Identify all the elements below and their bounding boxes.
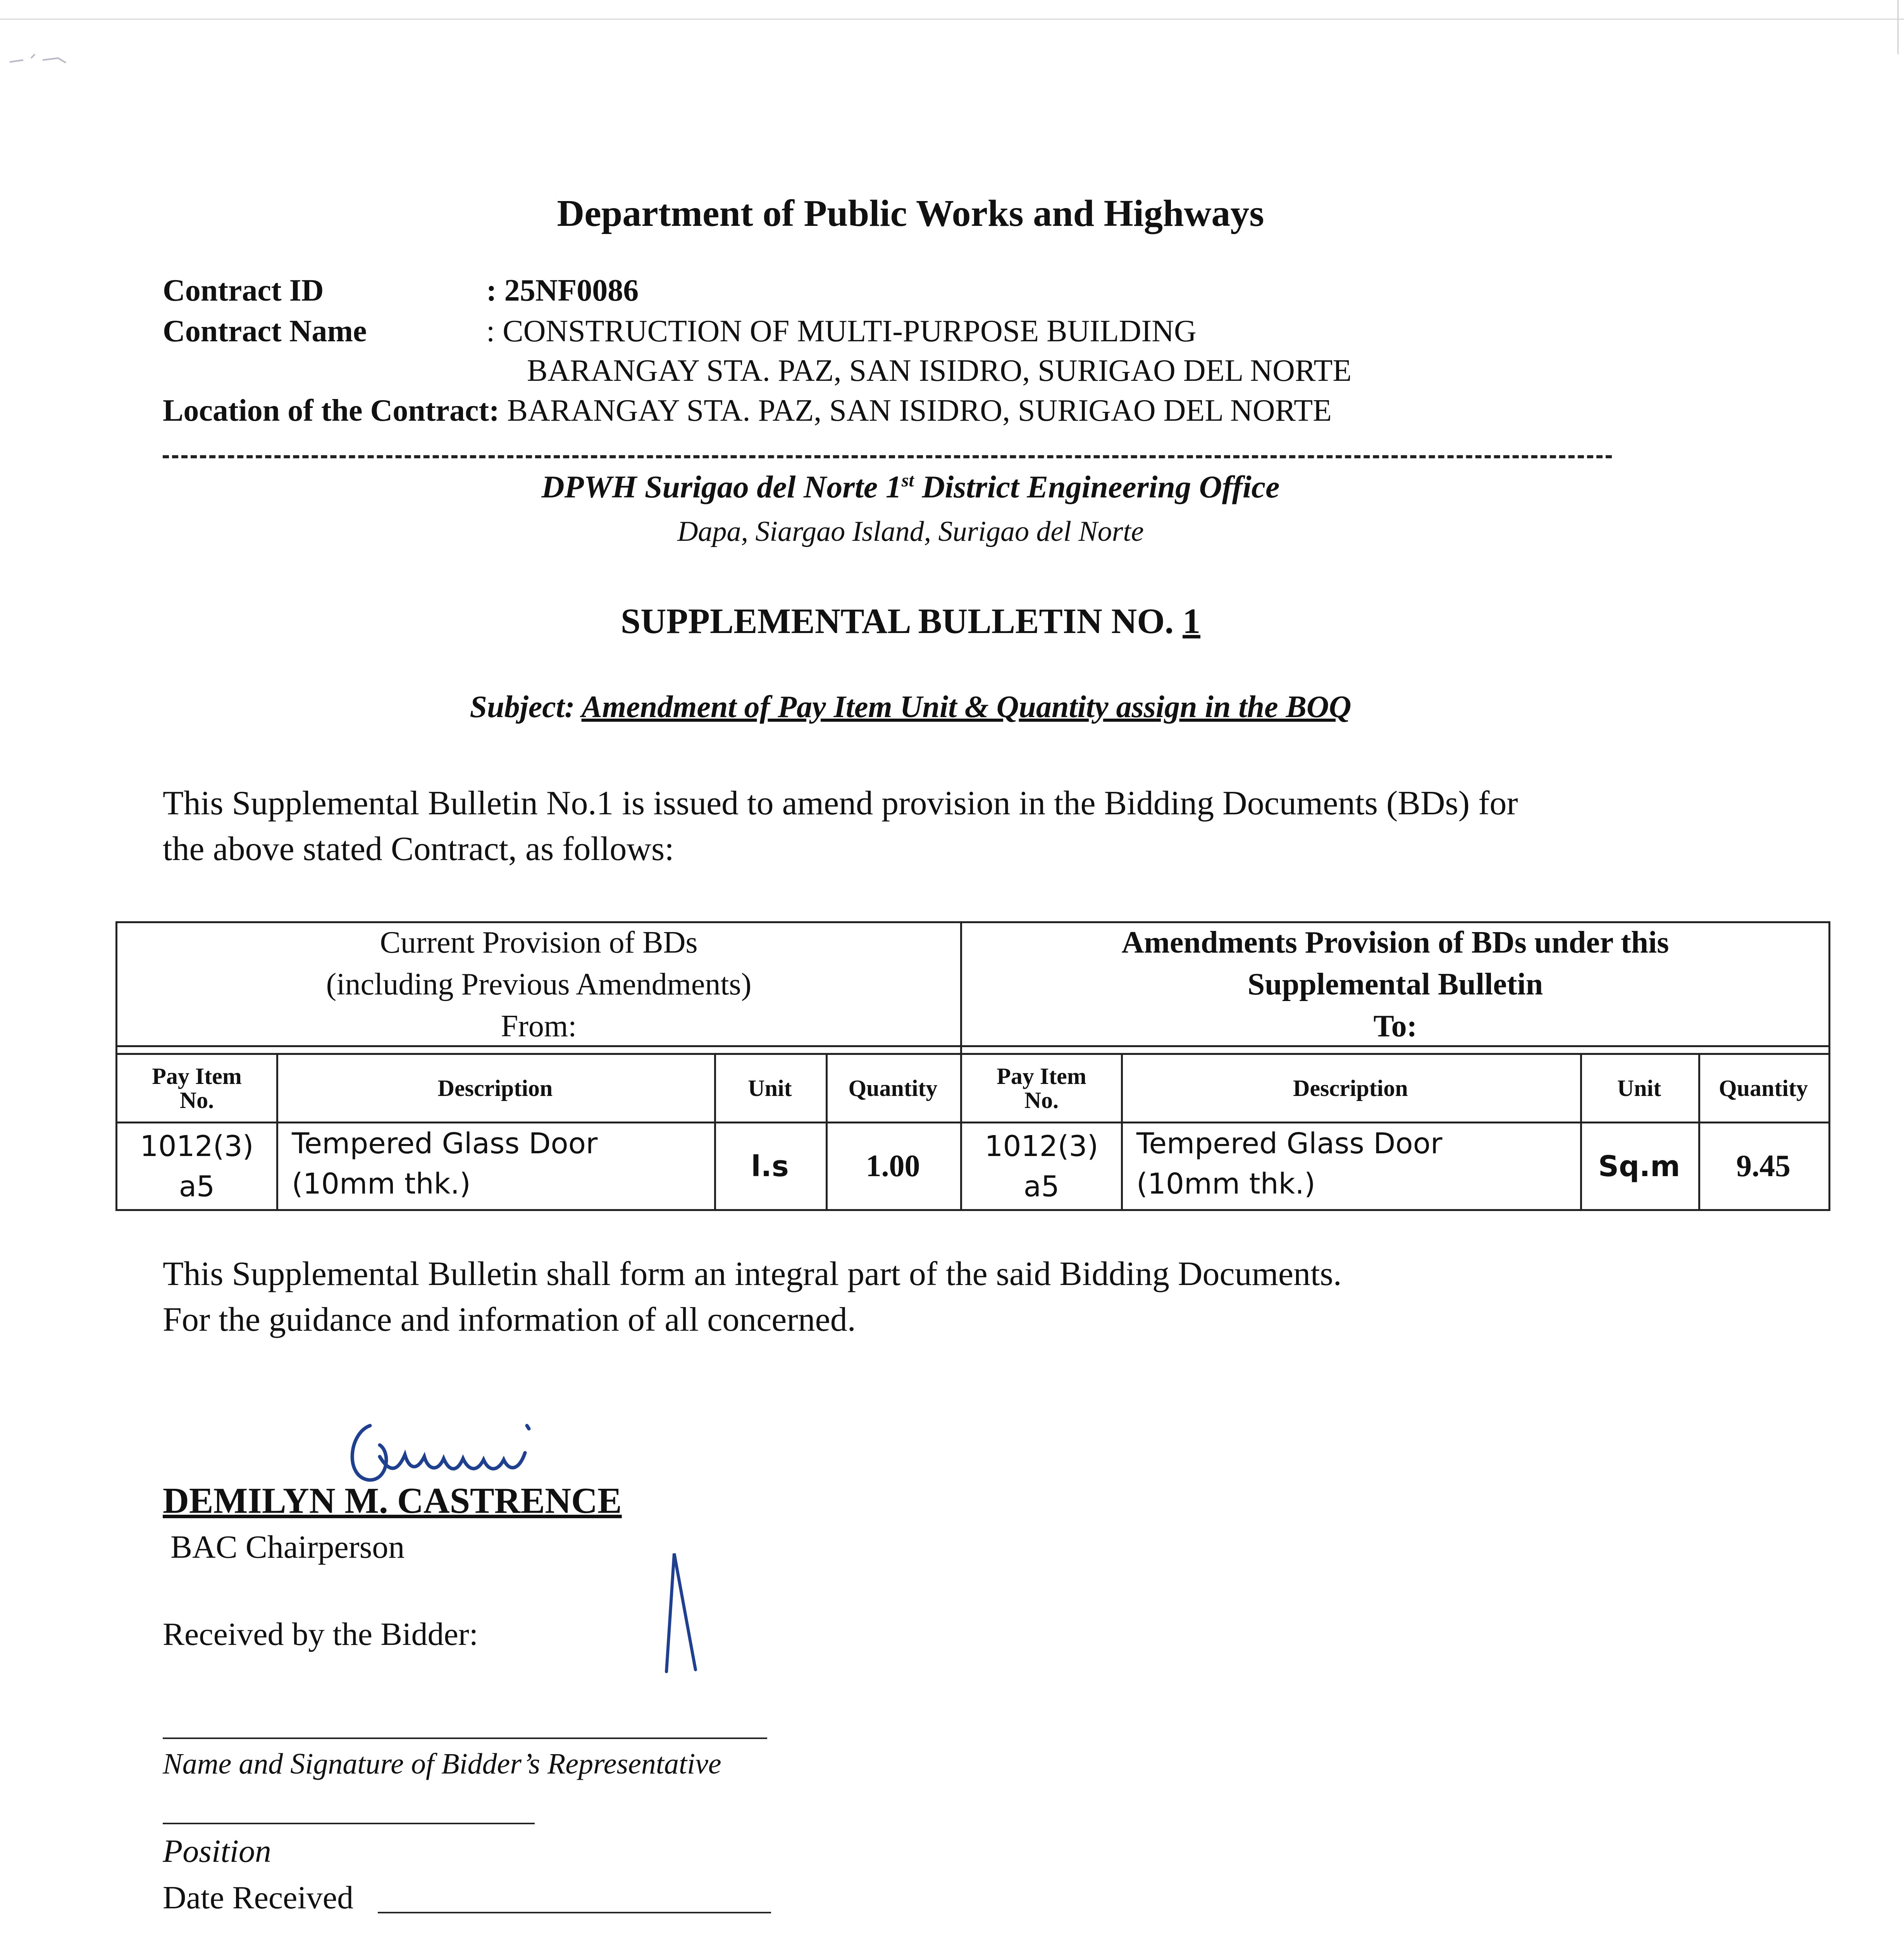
to-col-pay-item: Pay Item No. [997, 1063, 1086, 1113]
from-description: Tempered Glass Door (10mm thk.) [292, 1127, 598, 1201]
date-received-line [378, 1912, 771, 1913]
contract-id-label: Contract ID [163, 274, 324, 308]
from-col-description: Description [437, 1075, 553, 1101]
subject-line [0, 690, 1821, 725]
scan-edge-mark [1897, 0, 1899, 54]
closing-paragraph [163, 1251, 1751, 1343]
contract-name-label: Contract Name [163, 314, 367, 348]
location-row [163, 393, 1332, 428]
bulletin-number: 1 [1183, 601, 1201, 641]
date-received-label: Date Received [163, 1880, 354, 1916]
intro-line-1: This Supplemental Bulletin No.1 is issued to amend provision in the Bidding Documents (BDs) for [163, 784, 1518, 822]
header-separator [163, 455, 1612, 458]
closing-line-2: For the guidance and information of all concerned. [163, 1301, 856, 1338]
from-pay-item-no: 1012(3) a5 [140, 1129, 254, 1203]
from-col-pay-item: Pay Item No. [152, 1063, 242, 1113]
location-value: BARANGAY STA. PAZ, SAN ISIDRO, SURIGAO DEL NORTE [507, 394, 1332, 428]
contract-name-line2: BARANGAY STA. PAZ, SAN ISIDRO, SURIGAO DEL NORTE [527, 354, 1352, 388]
bidder-signature-caption: Name and Signature of Bidder’s Representative [163, 1748, 721, 1780]
bulletin-title: SUPPLEMENTAL BULLETIN NO. 1 [620, 601, 1201, 641]
intro-line-2: the above stated Contract, as follows: [163, 830, 674, 868]
office-address: Dapa, Siargao Island, Surigao del Norte [677, 516, 1144, 547]
position-line [163, 1823, 535, 1824]
subject-text: Amendment of Pay Item Unit & Quantity assign in the BOQ [581, 690, 1351, 724]
from-group-header: Current Provision of BDs (including Previous Amendments) From: [326, 925, 752, 1043]
to-col-description: Description [1293, 1075, 1408, 1101]
bidder-initial-mark [655, 1546, 709, 1677]
contract-id-value: : 25NF0086 [486, 274, 639, 308]
to-col-unit: Unit [1617, 1075, 1661, 1101]
intro-paragraph [163, 781, 1751, 872]
scan-top-line [0, 19, 1904, 20]
amendment-table [115, 921, 1830, 1211]
to-pay-item-no: 1012(3) a5 [985, 1129, 1098, 1203]
scan-artifact [8, 46, 77, 70]
from-col-quantity: Quantity [848, 1075, 938, 1101]
from-unit: l.s [751, 1149, 789, 1183]
to-quantity: 9.45 [1736, 1149, 1790, 1183]
received-by-label: Received by the Bidder: [163, 1616, 479, 1652]
to-description: Tempered Glass Door (10mm thk.) [1136, 1127, 1443, 1201]
chairperson-role: BAC Chairperson [170, 1529, 405, 1565]
group-header-rule-1 [117, 1045, 1828, 1047]
to-group-header: Amendments Provision of BDs under this Supplemental Bulletin To: [1121, 925, 1669, 1043]
contract-name-line1: : CONSTRUCTION OF MULTI-PURPOSE BUILDING [486, 314, 1196, 348]
to-col-quantity: Quantity [1718, 1075, 1808, 1101]
to-unit: Sq.m [1598, 1149, 1680, 1183]
bidder-signature-line [163, 1737, 767, 1739]
office-name: DPWH Surigao del Norte 1st District Engineering Office [541, 469, 1280, 504]
from-col-unit: Unit [748, 1075, 792, 1101]
closing-line-1: This Supplemental Bulletin shall form an integral part of the said Bidding Documents. [163, 1255, 1342, 1293]
location-label: Location of the Contract: [163, 394, 499, 428]
position-label: Position [163, 1833, 272, 1869]
subject-label: Subject: [470, 690, 582, 724]
from-quantity: 1.00 [866, 1149, 920, 1183]
chairperson-name: DEMILYN M. CASTRENCE [163, 1481, 622, 1521]
department-title: Department of Public Works and Highways [557, 193, 1264, 234]
